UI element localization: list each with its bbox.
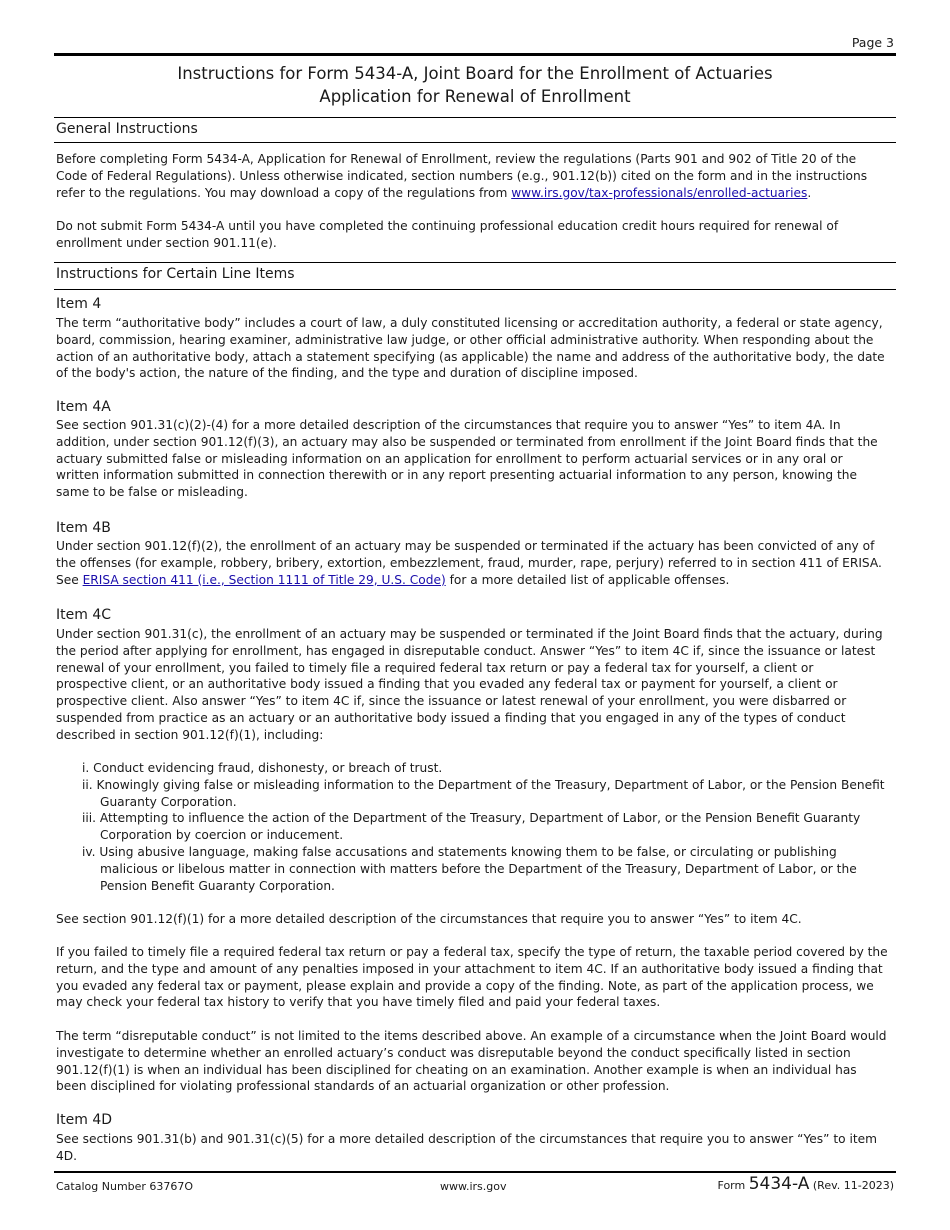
line-items-heading: Instructions for Certain Line Items [56,266,295,282]
list-item: iv. Using abusive language, making false accusations and statements knowing them to be false, or circulating or publishing malicious or libelous matter in connection with matters before the Department of the Treasury, Department of Labor, or the Pension Benefit Guaranty Corporation. [82,844,857,893]
form-identifier: Form 5434-A (Rev. 11-2023) [717,1174,894,1194]
list-item: ii. Knowingly giving false or misleading information to the Department of the Treasury, Department of Labor, or the Pension Benefit Guaranty Corporation. [82,777,885,809]
item-4b-heading: Item 4B [56,520,111,536]
item-4c-paragraph-4: The term “disreputable conduct” is not limited to the items described above. An example of a circumstance when the Joint Board would investigate to determine whether an enrolled actuary’s conduct was disreputable beyond the conduct specifically listed in section 901.12(f)(1) is when an individual has been disciplined for cheating on an examination. Another example is when an individual has been disciplined for violating professional standards of an actuarial organization or other profession. [56,1029,887,1094]
document-title-line2: Application for Renewal of Enrollment [319,87,631,106]
erisa-section-411-link[interactable]: ERISA section 411 (i.e., Section 1111 of Title 29, U.S. Code) [82,572,446,587]
item-4d-heading: Item 4D [56,1112,113,1128]
general-paragraph-2: Do not submit Form 5434-A until you have completed the continuing professional education credit hours required for renewal of enrollment under section 901.11(e). [56,219,839,250]
item-4c-intro: Under section 901.31(c), the enrollment of an actuary may be suspended or terminated if the Joint Board finds that the actuary, during the period after applying for enrollment, has engaged in disreputable conduct. Answer “Yes” to item 4C if, since the issuance or latest renewal of your enrollment, you failed to timely file a required federal tax return or pay a federal tax for yourself, a client or prospective client, or an authoritative body issued a finding that you evaded any federal tax or payment for yourself, a client or prospective client. Also answer “Yes” to item 4C if, since the issuance or latest renewal of your enrollment, you were disbarred or suspended from practice as an actuary or an authoritative body issued a finding that you engaged in any of the types of conduct described in section 901.12(f)(1), including: [56,627,883,742]
form-number: 5434-A [748,1174,810,1194]
regulations-link[interactable]: www.irs.gov/tax-professionals/enrolled-actuaries [511,185,808,200]
section-rule [54,142,896,143]
item-4c-paragraph-3: If you failed to timely file a required federal tax return or pay a federal tax, specify the type of return, the taxable period covered by the return, and the type and amount of any penalties imposed in your attachment to item 4C. If an authoritative body issued a finding that you evaded any federal tax or payment, please explain and provide a copy of the finding. Note, as part of the application process, we may check your federal tax history to verify that you have timely filed and paid your federal taxes. [56,945,888,1010]
item-4c-heading: Item 4C [56,607,112,623]
catalog-number: Catalog Number 63767O [56,1180,194,1193]
footer-rule [54,1171,896,1173]
page-number: Page 3 [851,35,894,50]
section-rule [54,262,896,263]
section-rule [54,289,896,290]
item-4b-text: Under section 901.12(f)(2), the enrollment of an actuary may be suspended or terminated if the actuary has been convicted of any of the offenses (for example, robbery, bribery, extortion, embezzlement, fraud, murder, rape, perjury) referred to in section 411 of ERISA. See ERISA section 411 (i.e., Section 1111 of Title 29, U.S. Code) for a more detailed list of applicable offenses. [56,539,882,587]
item-4a-text: See section 901.31(c)(2)-(4) for a more detailed description of the circumstances that require you to answer “Yes” to item 4A. In addition, under section 901.12(f)(3), an actuary may also be suspended or terminated from enrollment if the Joint Board finds that the actuary submitted false or misleading information on an application for enrollment to perform actuarial services or in any oral or written information submitted in connection therewith or in any report presenting actuarial information to any person, knowing the same to be false or misleading. [56,418,878,500]
item-4a-heading: Item 4A [56,399,111,415]
item-4-text: The term “authoritative body” includes a court of law, a duly constituted licensing or accreditation authority, a federal or state agency, board, commission, hearing examiner, administrative law judge, or other official administrative authority. When responding about the action of an authoritative body, attach a statement specifying (as applicable) the name and address of the authoritative body, the date of the body's action, the nature of the finding, and the type and duration of discipline imposed. [56,316,885,381]
list-item: iii. Attempting to influence the action of the Department of the Treasury, Department of Labor, or the Pension Benefit Guaranty Corporation by coercion or inducement. [82,811,861,843]
item-4d-text: See sections 901.31(b) and 901.31(c)(5) for a more detailed description of the circumstances that require you to answer “Yes” to item 4D. [56,1132,877,1163]
section-rule [54,117,896,118]
document-title-line1: Instructions for Form 5434-A, Joint Board for the Enrollment of Actuaries [177,64,773,83]
header-rule [54,53,896,56]
website-text: www.irs.gov [440,1180,507,1193]
general-paragraph-1: Before completing Form 5434-A, Application for Renewal of Enrollment, review the regulations (Parts 901 and 902 of Title 20 of the Code of Federal Regulations). Unless otherwise indicated, section numbers (e.g., 901.12(b)) cited on the form and in the instructions refer to the regulations. You may download a copy of the regulations from www.irs.gov/tax-professionals/enrolled-actuaries. [56,152,868,200]
general-instructions-heading: General Instructions [56,121,198,137]
disreputable-conduct-list [82,760,890,894]
item-4c-paragraph-2: See section 901.12(f)(1) for a more detailed description of the circumstances that require you to answer “Yes” to item 4C. [56,912,802,926]
document-page [54,0,896,1230]
item-4-heading: Item 4 [56,296,102,312]
list-item: i. Conduct evidencing fraud, dishonesty, or breach of trust. [82,761,443,775]
